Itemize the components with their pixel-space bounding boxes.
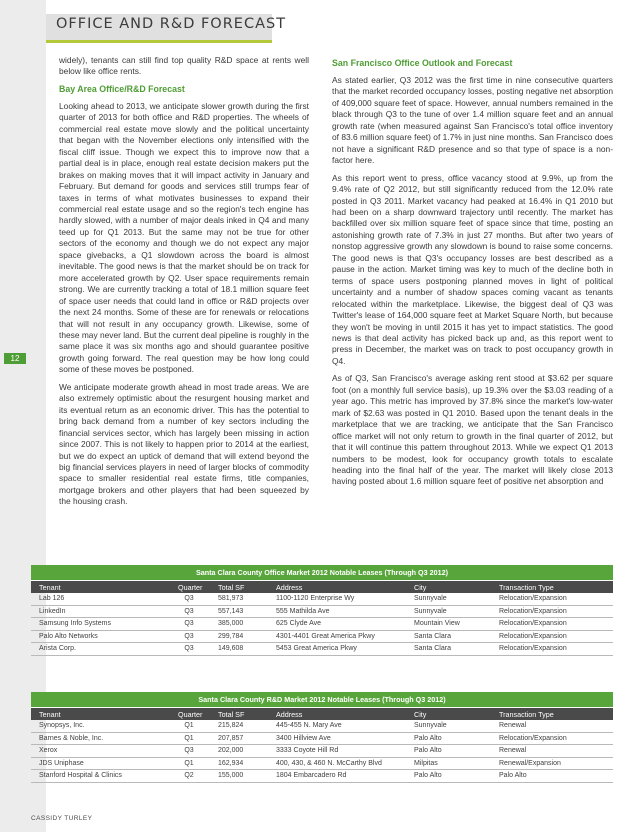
cell-tenant: Samsung Info Systems: [39, 620, 111, 628]
col-header-tenant: Tenant: [39, 583, 61, 592]
table-row: [31, 631, 613, 644]
table-row: [31, 733, 613, 746]
col-header-quarter: Quarter: [178, 583, 203, 592]
cell-city: Santa Clara: [414, 632, 451, 640]
office-leases-table: [31, 565, 613, 656]
table-row: [31, 643, 613, 656]
cell-quarter: Q3: [184, 595, 194, 602]
cell-transaction-type: Palo Alto: [499, 772, 527, 780]
cell-address: 1804 Embarcadero Rd: [276, 772, 347, 780]
cell-total-sf: 557,143: [218, 607, 244, 615]
cell-tenant: Palo Alto Networks: [39, 632, 98, 640]
cell-total-sf: 162,934: [218, 759, 244, 767]
cell-quarter: Q2: [184, 772, 194, 780]
cell-total-sf: 149,608: [218, 645, 244, 653]
cell-total-sf: 202,000: [218, 747, 244, 755]
cell-address: 5453 Great America Pkwy: [276, 645, 357, 653]
col-header-city: City: [414, 710, 427, 719]
table-header: [31, 707, 613, 720]
table-row: [31, 770, 613, 783]
header-accent-rule: [46, 40, 272, 43]
table-row: [31, 606, 613, 619]
cell-address: 625 Clyde Ave: [276, 620, 322, 628]
cell-city: Sunnyvale: [414, 722, 447, 729]
cell-address: 3400 Hillview Ave: [276, 734, 331, 742]
cell-transaction-type: Relocation/Expansion: [499, 607, 567, 615]
cell-quarter: Q1: [184, 722, 194, 729]
table-caption: Santa Clara County Office Market 2012 Notable Leases (Through Q3 2012): [31, 565, 613, 580]
cell-quarter: Q3: [184, 620, 194, 628]
cell-city: Palo Alto: [414, 734, 442, 742]
table-row: [31, 618, 613, 631]
table-row: [31, 593, 613, 606]
left-column: [59, 55, 309, 514]
col-header-transaction-type: Transaction Type: [499, 583, 554, 592]
col-header-tenant: Tenant: [39, 710, 61, 719]
left-intro-paragraph: widely), tenants can still find top quality R&D space at rents well below like office rents.: [59, 55, 309, 77]
cell-tenant: Lab 126: [39, 595, 65, 602]
col-header-quarter: Quarter: [178, 710, 203, 719]
left-paragraph-1: Looking ahead to 2013, we anticipate slower growth during the first quarter of 2013 for both office and R&D properties. The wheels of commercial real estate move slowly and the political uncertainty that began with the November elections only intensified with the fiscal cliff issue. Though we expect this to improve now that a partial deal is in place, enough real estate decision makers put the brakes on making moves that it will impact activity in January and February. But demand for goods and services still trumps fear of taxes in terms of what motivates businesses to expand their commercial real estate usage and so the region's tech engine has hardly slowed, with a number of major deals inked in Q4 and many teed up for Q1 2013. But the same may not be true for other sectors of the economy and though we do not expect any major space givebacks, a Q1 slowdown across the board is almost inevitable. The good news is that the market should be on track for more accelerated growth by Q2. User space requirements remain strong. We are currently tracking a total of 18.1 million square feet of space user needs that could land in office or R&D projects over the next 24 months. Some of these are for renewals or relocations that will not result in any occupancy growth. Likewise, some of these may never land. But the current deal pipeline is roughly in the same place it was six months ago and should guarantee positive growth going forward. The real question may be how long could some of these moves be postponed.: [59, 100, 310, 375]
cell-address: 1100-1120 Enterprise Wy: [276, 595, 355, 602]
cell-quarter: Q3: [184, 645, 194, 653]
bay-area-forecast-heading: Bay Area Office/R&D Forecast: [59, 83, 185, 94]
cell-city: Sunnyvale: [414, 607, 447, 615]
table-caption: Santa Clara County R&D Market 2012 Notable Leases (Through Q3 2012): [31, 692, 613, 707]
cell-address: 555 Mathilda Ave: [276, 607, 330, 615]
footer-brand: CASSIDY TURLEY: [31, 815, 93, 822]
cell-quarter: Q1: [184, 734, 194, 742]
cell-transaction-type: Relocation/Expansion: [499, 632, 567, 640]
col-header-address: Address: [276, 583, 303, 592]
cell-tenant: Arista Corp.: [39, 645, 76, 653]
cell-total-sf: 581,973: [218, 595, 244, 602]
table-row: [31, 758, 613, 771]
page-number: 12: [4, 353, 26, 364]
col-header-address: Address: [276, 710, 303, 719]
right-paragraph-2: As this report went to press, office vacancy stood at 9.9%, up from the 9.4% rate of Q2 2012, but still significantly reduced from the 12.0% rate posted in Q3 2011. Market vacancy had peaked at 16.4% in Q1 2010 but had been on a sharp downward trajectory until recently. The market has backfilled over six million square feet of space since that time, posting an astonishing growth rate of 7.3% in just 27 months. But after two years of nonstop aggressive growth any slowdown is bound to raise some concerns. The good news is that Q3's occupancy losses are best described as a pause in the action. Market timing was key to much of the decline both in terms of space users postponing planned moves in light of political uncertainty and a number of shadow spaces coming vacant as tenants relocated within the marketplace. Likewise, the biggest deal of Q3 was Twitter's lease of 164,000 square feet at Market Square North, but because they won't be moving in until 2015 it has yet to impact statistics. The good news is that deal activity has picked back up and, as this report went to press in December, the market was on track to post occupancy growth in Q4.: [332, 172, 613, 366]
cell-address: 3333 Coyote Hill Rd: [276, 747, 339, 755]
table-header: [31, 580, 613, 593]
cell-transaction-type: Relocation/Expansion: [499, 595, 567, 602]
col-header-total-sf: Total SF: [218, 583, 245, 592]
rd-leases-table: [31, 692, 613, 783]
cell-total-sf: 215,824: [218, 722, 244, 729]
table-row: [31, 745, 613, 758]
right-paragraph-1: As stated earlier, Q3 2012 was the first time in nine consecutive quarters that the market recorded occupancy losses, posting negative net absorption of 409,000 square feet of space. However, annual numbers remained in the black through Q3 to the tune of over 1.4 million square feet and an annual growth rate (when measured against San Francisco's total office inventory of 83.6 million square feet) of 1.7% in just nine months. San Francisco does not have a significant R&D presence and so that type of space is a non-factor here.: [332, 75, 613, 166]
sf-outlook-heading: San Francisco Office Outlook and Forecast: [332, 58, 513, 68]
cell-transaction-type: Renewal: [499, 722, 527, 729]
cell-total-sf: 207,857: [218, 734, 244, 742]
cell-total-sf: 385,000: [218, 620, 244, 628]
cell-transaction-type: Renewal: [499, 747, 527, 755]
right-paragraph-3: As of Q3, San Francisco's average asking rent stood at $3.62 per square foot (on a monthly full service basis), up 19.3% over the $3.03 reading of a year ago. This metric has improved by 37.8% since the market's low-water mark of $2.63 was posted in Q1 2010. Based upon the tenant deals in the marketplace that we are tracking, we anticipate that the San Francisco office market will not only return to growth in the final quarter of 2012, but that it will continue this pattern throughout 2013. While we expect Q1 2013 numbers to be modest, look for occupancy growth totals to escalate heading into the final half of the year. The market will likely close 2013 having posted about 1.6 million square feet of positive net absorption and: [332, 373, 613, 487]
cell-quarter: Q3: [184, 632, 194, 640]
cell-transaction-type: Relocation/Expansion: [499, 645, 567, 653]
cell-tenant: Synopsys, Inc.: [39, 722, 85, 729]
cell-address: 400, 430, & 460 N. McCarthy Blvd: [276, 759, 382, 767]
cell-quarter: Q3: [184, 747, 194, 755]
cell-city: Sunnyvale: [414, 595, 447, 602]
page-title: OFFICE AND R&D FORECAST: [56, 16, 287, 32]
col-header-city: City: [414, 583, 427, 592]
left-paragraph-2: We anticipate moderate growth ahead in most trade areas. We are also extremely optimistic about the resurgent housing market and its eventual return as an economic driver. This has the potential to bring back demand from a number of key sectors including the financial services sector, which has largely been missing in action since 2007. This is not likely to happen prior to 2014 at the earliest, but we do expect an uptick of demand that will extend beyond the big financial services players in need of larger blocks of commodity space to smaller residential real estate firms, title companies, mortgage brokers and other players that had been squeezed by the housing crash.: [59, 381, 309, 507]
cell-total-sf: 155,000: [218, 772, 244, 780]
cell-total-sf: 299,784: [218, 632, 244, 640]
cell-address: 445-455 N. Mary Ave: [276, 722, 342, 729]
cell-transaction-type: Relocation/Expansion: [499, 734, 567, 742]
cell-quarter: Q1: [184, 759, 194, 767]
table-row: [31, 720, 613, 733]
cell-city: Palo Alto: [414, 772, 442, 780]
cell-tenant: Barnes & Noble, Inc.: [39, 734, 104, 742]
cell-city: Santa Clara: [414, 645, 451, 653]
cell-transaction-type: Relocation/Expansion: [499, 620, 567, 628]
col-header-transaction-type: Transaction Type: [499, 710, 554, 719]
cell-tenant: Stanford Hospital & Clinics: [39, 772, 122, 780]
cell-tenant: JDS Uniphase: [39, 759, 84, 767]
cell-tenant: Xerox: [39, 747, 58, 755]
cell-city: Mountain View: [414, 620, 460, 628]
cell-city: Milpitas: [414, 759, 438, 767]
right-column: [332, 55, 613, 494]
cell-transaction-type: Renewal/Expansion: [499, 759, 561, 767]
cell-quarter: Q3: [184, 607, 194, 615]
cell-address: 4301-4401 Great America Pkwy: [276, 632, 375, 640]
col-header-total-sf: Total SF: [218, 710, 245, 719]
cell-city: Palo Alto: [414, 747, 442, 755]
cell-tenant: LinkedIn: [39, 607, 66, 615]
